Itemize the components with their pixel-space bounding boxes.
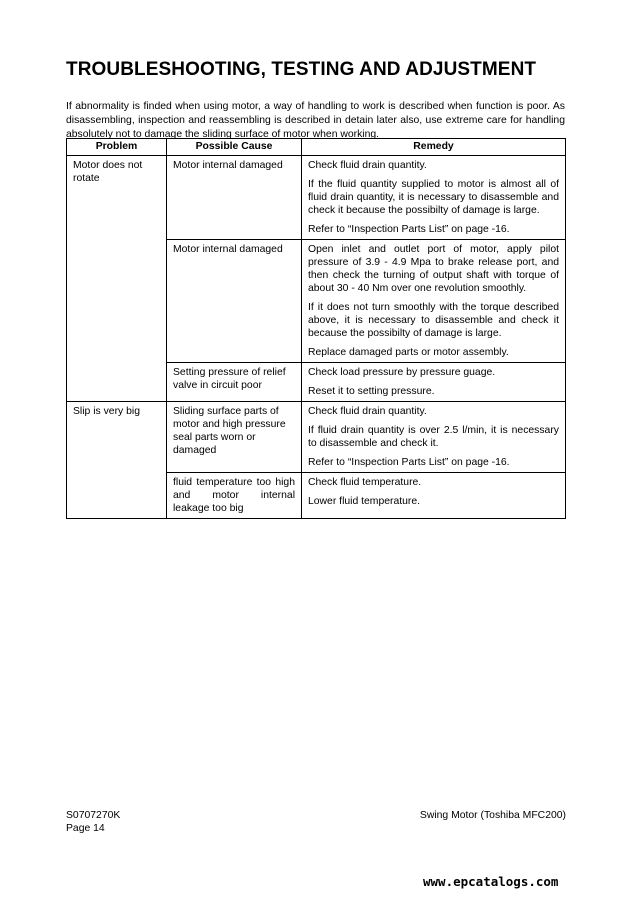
remedy-step: Reset it to setting pressure.	[308, 386, 435, 397]
remedy-step: If it does not turn smoothly with the torque described above, it is necessary to disassemble and check it because the possibilty of damage is large.	[308, 302, 559, 339]
table-header-row	[67, 139, 566, 156]
remedy-step: Lower fluid temperature.	[308, 496, 421, 507]
remedy-step: Refer to “Inspection Parts List” on page -16.	[308, 224, 510, 235]
remedy-step: Replace damaged parts or motor assembly.	[308, 347, 509, 358]
table-row	[67, 156, 566, 240]
header-problem: Problem	[67, 139, 167, 156]
problem-cell: Motor does not rotate	[67, 156, 167, 402]
cause-cell: Sliding surface parts of motor and high pressure seal parts worn or damaged	[167, 402, 302, 473]
remedy-step: Check fluid temperature.	[308, 477, 422, 488]
remedy-cell	[302, 156, 566, 240]
cause-cell: Setting pressure of relief valve in circuit poor	[167, 363, 302, 402]
section-title: Swing Motor (Toshiba MFC200)	[419, 810, 566, 821]
intro-paragraph: If abnormality is finded when using motor, a way of handling to work is described when function is poor. As disassembling, inspection and reassembling is described in detain later also, use extreme care for handling absolutely not to damage the sliding surface of motor when working.	[66, 101, 565, 140]
cause-cell: Motor internal damaged	[167, 240, 302, 363]
remedy-step: Check load pressure by pressure guage.	[308, 367, 496, 378]
footer-left	[66, 809, 120, 835]
troubleshooting-table	[66, 138, 566, 519]
document-code: S0707270K	[66, 810, 121, 821]
page-title: TROUBLESHOOTING, TESTING AND ADJUSTMENT	[66, 59, 537, 80]
remedy-step: Refer to “Inspection Parts List” on page -16.	[308, 457, 510, 468]
page-number: Page 14	[66, 823, 105, 834]
watermark-link[interactable]: www.epcatalogs.com	[423, 874, 559, 889]
remedy-cell	[302, 402, 566, 473]
remedy-step: Open inlet and outlet port of motor, apply pilot pressure of 3.9 - 4.9 Mpa to brake release port, and then check the turning of output shaft with torque of about 30 - 40 Nm over one revolution smoothly.	[308, 244, 559, 294]
header-remedy: Remedy	[302, 139, 566, 156]
remedy-step: Check fluid drain quantity.	[308, 160, 427, 171]
remedy-step: If the fluid quantity supplied to motor is almost all of fluid drain quantity, it is necessary to disassemble and check it because the possibilty of damage is large.	[308, 179, 559, 216]
problem-cell: Slip is very big	[67, 402, 167, 519]
cause-cell: fluid temperature too high and motor internal leakage too big	[167, 473, 302, 519]
header-possible-cause: Possible Cause	[167, 139, 302, 156]
cause-cell: Motor internal damaged	[167, 156, 302, 240]
remedy-cell	[302, 363, 566, 402]
remedy-step: Check fluid drain quantity.	[308, 406, 427, 417]
remedy-cell	[302, 473, 566, 519]
remedy-cell	[302, 240, 566, 363]
table-row	[67, 402, 566, 473]
remedy-step: If fluid drain quantity is over 2.5 l/min, it is necessary to disassemble and check it.	[308, 425, 559, 449]
